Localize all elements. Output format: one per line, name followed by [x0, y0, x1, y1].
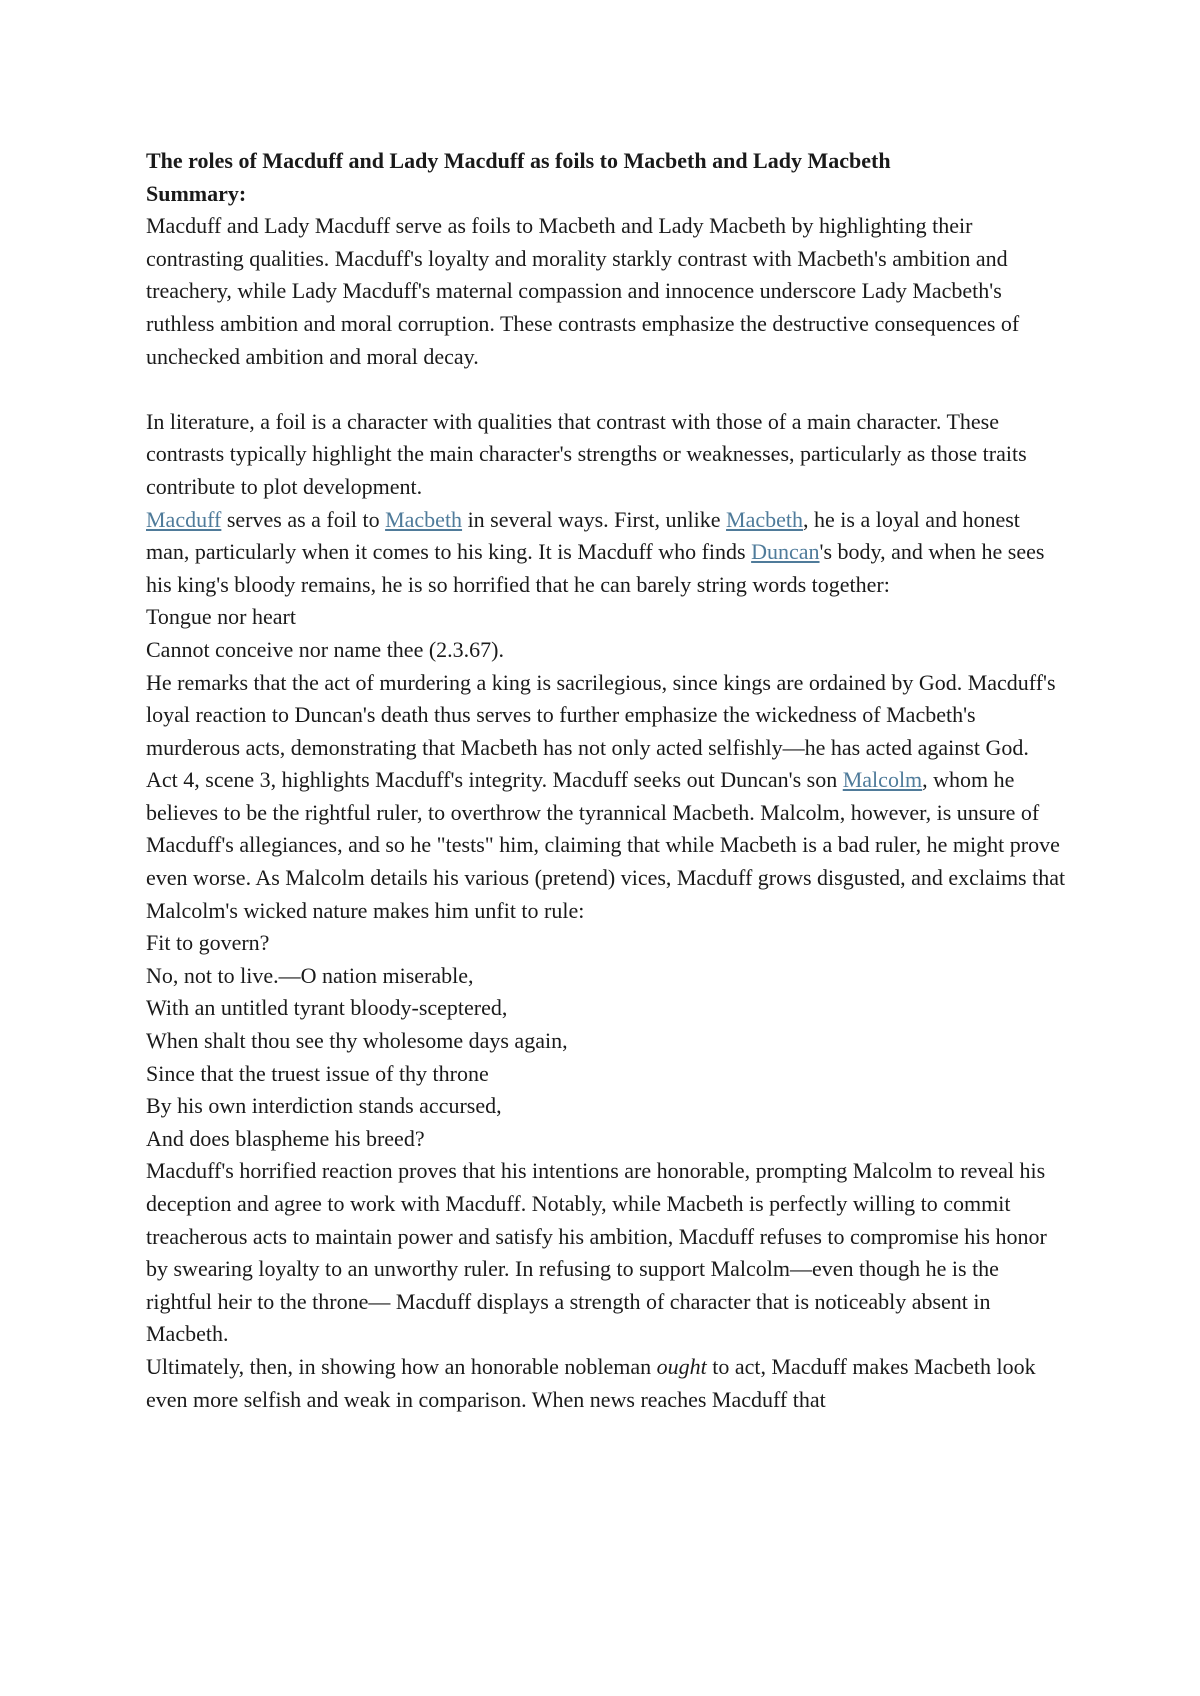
text-run: Ultimately, then, in showing how an honorable nobleman: [146, 1353, 657, 1379]
summary-label: Summary:: [146, 180, 247, 206]
foil-definition-paragraph: In literature, a foil is a character with qualities that contrast with those of a main character. These contrasts typically highlight the main character's strengths or weaknesses, particularly as those traits contribute to plot development.: [146, 408, 1027, 499]
honor-paragraph: Macduff's horrified reaction proves that his intentions are honorable, prompting Malcolm to reveal his deception and agree to work with Macduff. Notably, while Macbeth is perfectly willing to commit treacherous acts to maintain power and satisfy his ambition, Macduff refuses to compromise his honor by swearing loyalty to an unworthy ruler. In refusing to support Malcolm—even though he is the rightful heir to the throne— Macduff displays a strength of character that is noticeably absent in Macbeth.: [146, 1158, 1047, 1347]
malcolm-link[interactable]: Malcolm: [842, 767, 923, 793]
document-body: [146, 145, 1066, 1416]
text-run: Act 4, scene 3, highlights Macduff's integrity. Macduff seeks out Duncan's son: [146, 767, 843, 793]
macbeth-link[interactable]: Macbeth: [385, 506, 463, 532]
integrity-paragraph: [146, 764, 1066, 927]
text-run: , whom he believes to be the rightful ruler, to overthrow the tyrannical Macbeth. Malcolm, however, is unsure of Macduff's allegiances, and so he "tests" him, claiming that while Macbeth is a bad ruler, he might prove even worse. As Malcolm details his various (pretend) vices, Macduff grows disgusted, and exclaims that Malcolm's wicked nature makes him unfit to rule:: [146, 767, 1066, 923]
quote-line: Fit to govern?: [146, 930, 270, 956]
conclusion-paragraph: [146, 1351, 1066, 1416]
macduff-link[interactable]: Macduff: [146, 506, 222, 532]
quote-line: By his own interdiction stands accursed,: [146, 1093, 502, 1119]
text-run: 's body, and when he sees his king's bloody remains, he is so horrified that he can barely string words together:: [146, 539, 1045, 597]
text-run: , he is a loyal and honest man, particularly when it comes to his king. It is Macduff who finds: [146, 506, 1020, 565]
quote-line: With an untitled tyrant bloody-sceptered,: [146, 995, 508, 1021]
duncan-link[interactable]: Duncan: [751, 539, 820, 565]
quote-line: No, not to live.—O nation miserable,: [146, 962, 474, 988]
quote-line: Since that the truest issue of thy throne: [146, 1060, 489, 1086]
quote-line: When shalt thou see thy wholesome days again,: [146, 1028, 568, 1054]
macduff-foil-paragraph: [146, 504, 1066, 602]
paragraph-spacer: [146, 373, 1066, 406]
text-run: in several ways. First, unlike: [462, 506, 727, 532]
quote-line: Cannot conceive nor name thee (2.3.67).: [146, 636, 504, 662]
quote-line: And does blaspheme his breed?: [146, 1125, 425, 1151]
sacrilege-paragraph: He remarks that the act of murdering a king is sacrilegious, since kings are ordained by God. Macduff's loyal reaction to Duncan's death thus serves to further emphasize the wickedness of Macbeth's murderous acts, demonstrating that Macbeth has not only acted selfishly—he has acted against God.: [146, 669, 1056, 760]
text-run: serves as a foil to: [221, 506, 386, 532]
document-title: The roles of Macduff and Lady Macduff as foils to Macbeth and Lady Macbeth: [146, 148, 891, 173]
quote-line: Tongue nor heart: [146, 604, 296, 630]
text-run: to act, Macduff makes Macbeth look even more selfish and weak in comparison. When news reaches Macduff that: [146, 1353, 1036, 1412]
macbeth-link[interactable]: Macbeth: [726, 506, 803, 532]
summary-paragraph: Macduff and Lady Macduff serve as foils to Macbeth and Lady Macbeth by highlighting their contrasting qualities. Macduff's loyalty and morality starkly contrast with Macbeth's ambition and treachery, while Lady Macduff's maternal compassion and innocence underscore Lady Macbeth's ruthless ambition and moral corruption. These contrasts emphasize the destructive consequences of unchecked ambition and moral decay.: [146, 213, 1020, 369]
emphasis-ought: ought: [656, 1353, 707, 1379]
